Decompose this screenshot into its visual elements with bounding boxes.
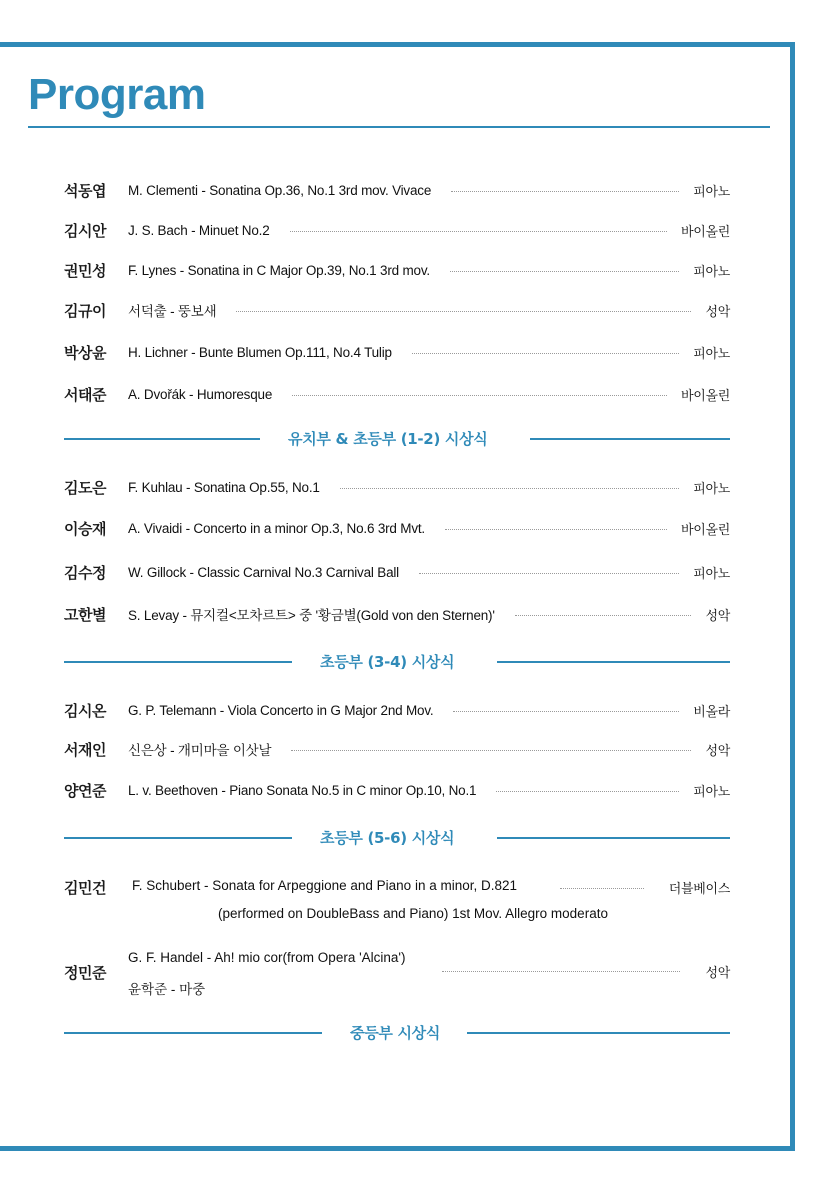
performer-name: 김도은 [64,478,106,497]
performer-name: 권민성 [64,261,106,280]
dot-leader [419,573,679,574]
piece-title: A. Dvořák - Humoresque [128,386,273,402]
piece-title: L. v. Beethoven - Piano Sonata No.5 in C minor Op.10, No.1 [128,782,477,798]
piece-title: F. Kuhlau - Sonatina Op.55, No.1 [128,479,320,495]
program-row [64,779,730,801]
piece-subtitle: (performed on DoubleBass and Piano) 1st Mov. Allegro moderato [218,906,608,921]
dot-leader [340,488,679,489]
dot-leader [291,750,691,751]
piece-title: H. Lichner - Bunte Blumen Op.111, No.4 Tulip [128,344,392,360]
performer-name: 서재인 [64,740,106,759]
dot-leader [236,311,691,312]
instrument: 성악 [705,608,730,624]
program-row [64,476,730,498]
page-title: Program [28,70,206,119]
section-label: 유치부 & 초등부 (1-2) 시상식 [288,430,488,448]
program-row [64,259,730,281]
instrument: 피아노 [693,784,730,800]
section-divider [64,651,730,673]
program-row [64,341,730,363]
dot-leader [453,711,679,712]
performer-name: 김규이 [64,301,106,320]
dot-leader [290,231,667,232]
piece-title: 신은상 - 개미마을 이삿날 [128,743,272,758]
performer-name: 김민건 [64,879,106,897]
performer-name: 고한별 [64,605,106,624]
section-divider [64,827,730,849]
performer-name: 박상윤 [64,343,106,362]
program-row [64,603,730,625]
title-underline [28,126,770,128]
piece-subtitle: 윤학준 - 마중 [128,982,206,997]
dot-leader [515,615,692,616]
performer-name: 양연준 [64,781,106,800]
piece-title: W. Gillock - Classic Carnival No.3 Carnival Ball [128,564,399,580]
program-row [64,948,730,998]
dot-leader [442,971,680,972]
performer-name: 정민준 [64,964,106,982]
piece-title: G. F. Handel - Ah! mio cor(from Opera 'Alcina') [128,950,406,965]
instrument: 바이올린 [680,224,730,240]
dot-leader [445,529,667,530]
instrument: 성악 [705,966,730,981]
piece-title: M. Clementi - Sonatina Op.36, No.1 3rd mov. Vivace [128,182,432,198]
instrument: 피아노 [693,481,730,497]
section-label: 중등부 시상식 [350,1024,441,1042]
section-label: 초등부 (5-6) 시상식 [320,829,455,847]
piece-title: A. Vivaidi - Concerto in a minor Op.3, No.6 3rd Mvt. [128,520,425,536]
piece-title: F. Schubert - Sonata for Arpeggione and Piano in a minor, D.821 [132,878,517,893]
program-row [64,179,730,201]
instrument: 비올라 [693,704,730,720]
piece-title: 서덕출 - 뚱보새 [128,304,217,319]
instrument: 바이올린 [680,522,730,538]
instrument: 성악 [705,743,730,759]
program-row [64,876,730,926]
instrument: 피아노 [693,346,730,362]
dot-leader [451,191,679,192]
performer-name: 이승재 [64,519,106,538]
performer-name: 김시안 [64,221,106,240]
section-divider [64,1022,730,1044]
program-row [64,299,730,321]
section-label: 초등부 (3-4) 시상식 [320,653,455,671]
piece-title: F. Lynes - Sonatina in C Major Op.39, No.1 3rd mov. [128,262,430,278]
program-row [64,738,730,760]
dot-leader [292,395,667,396]
section-divider [64,428,730,450]
performer-name: 김수정 [64,563,106,582]
performer-name: 서태준 [64,385,106,404]
instrument: 피아노 [693,566,730,582]
dot-leader [560,888,644,889]
instrument: 바이올린 [680,388,730,404]
piece-title: J. S. Bach - Minuet No.2 [128,222,270,238]
instrument: 더블베이스 [668,882,730,897]
instrument: 피아노 [693,264,730,280]
performer-name: 김시온 [64,701,106,720]
program-row [64,699,730,721]
program-row [64,561,730,583]
program-row [64,517,730,539]
dot-leader [496,791,679,792]
dot-leader [450,271,679,272]
program-row [64,219,730,241]
performer-name: 석동엽 [64,181,106,200]
instrument: 성악 [705,304,730,320]
piece-title: S. Levay - 뮤지컬<모차르트> 중 '황금별(Gold von den Sternen)' [128,608,495,623]
piece-title: G. P. Telemann - Viola Concerto in G Major 2nd Mov. [128,702,434,718]
dot-leader [412,353,679,354]
instrument: 피아노 [693,184,730,200]
program-row [64,383,730,405]
